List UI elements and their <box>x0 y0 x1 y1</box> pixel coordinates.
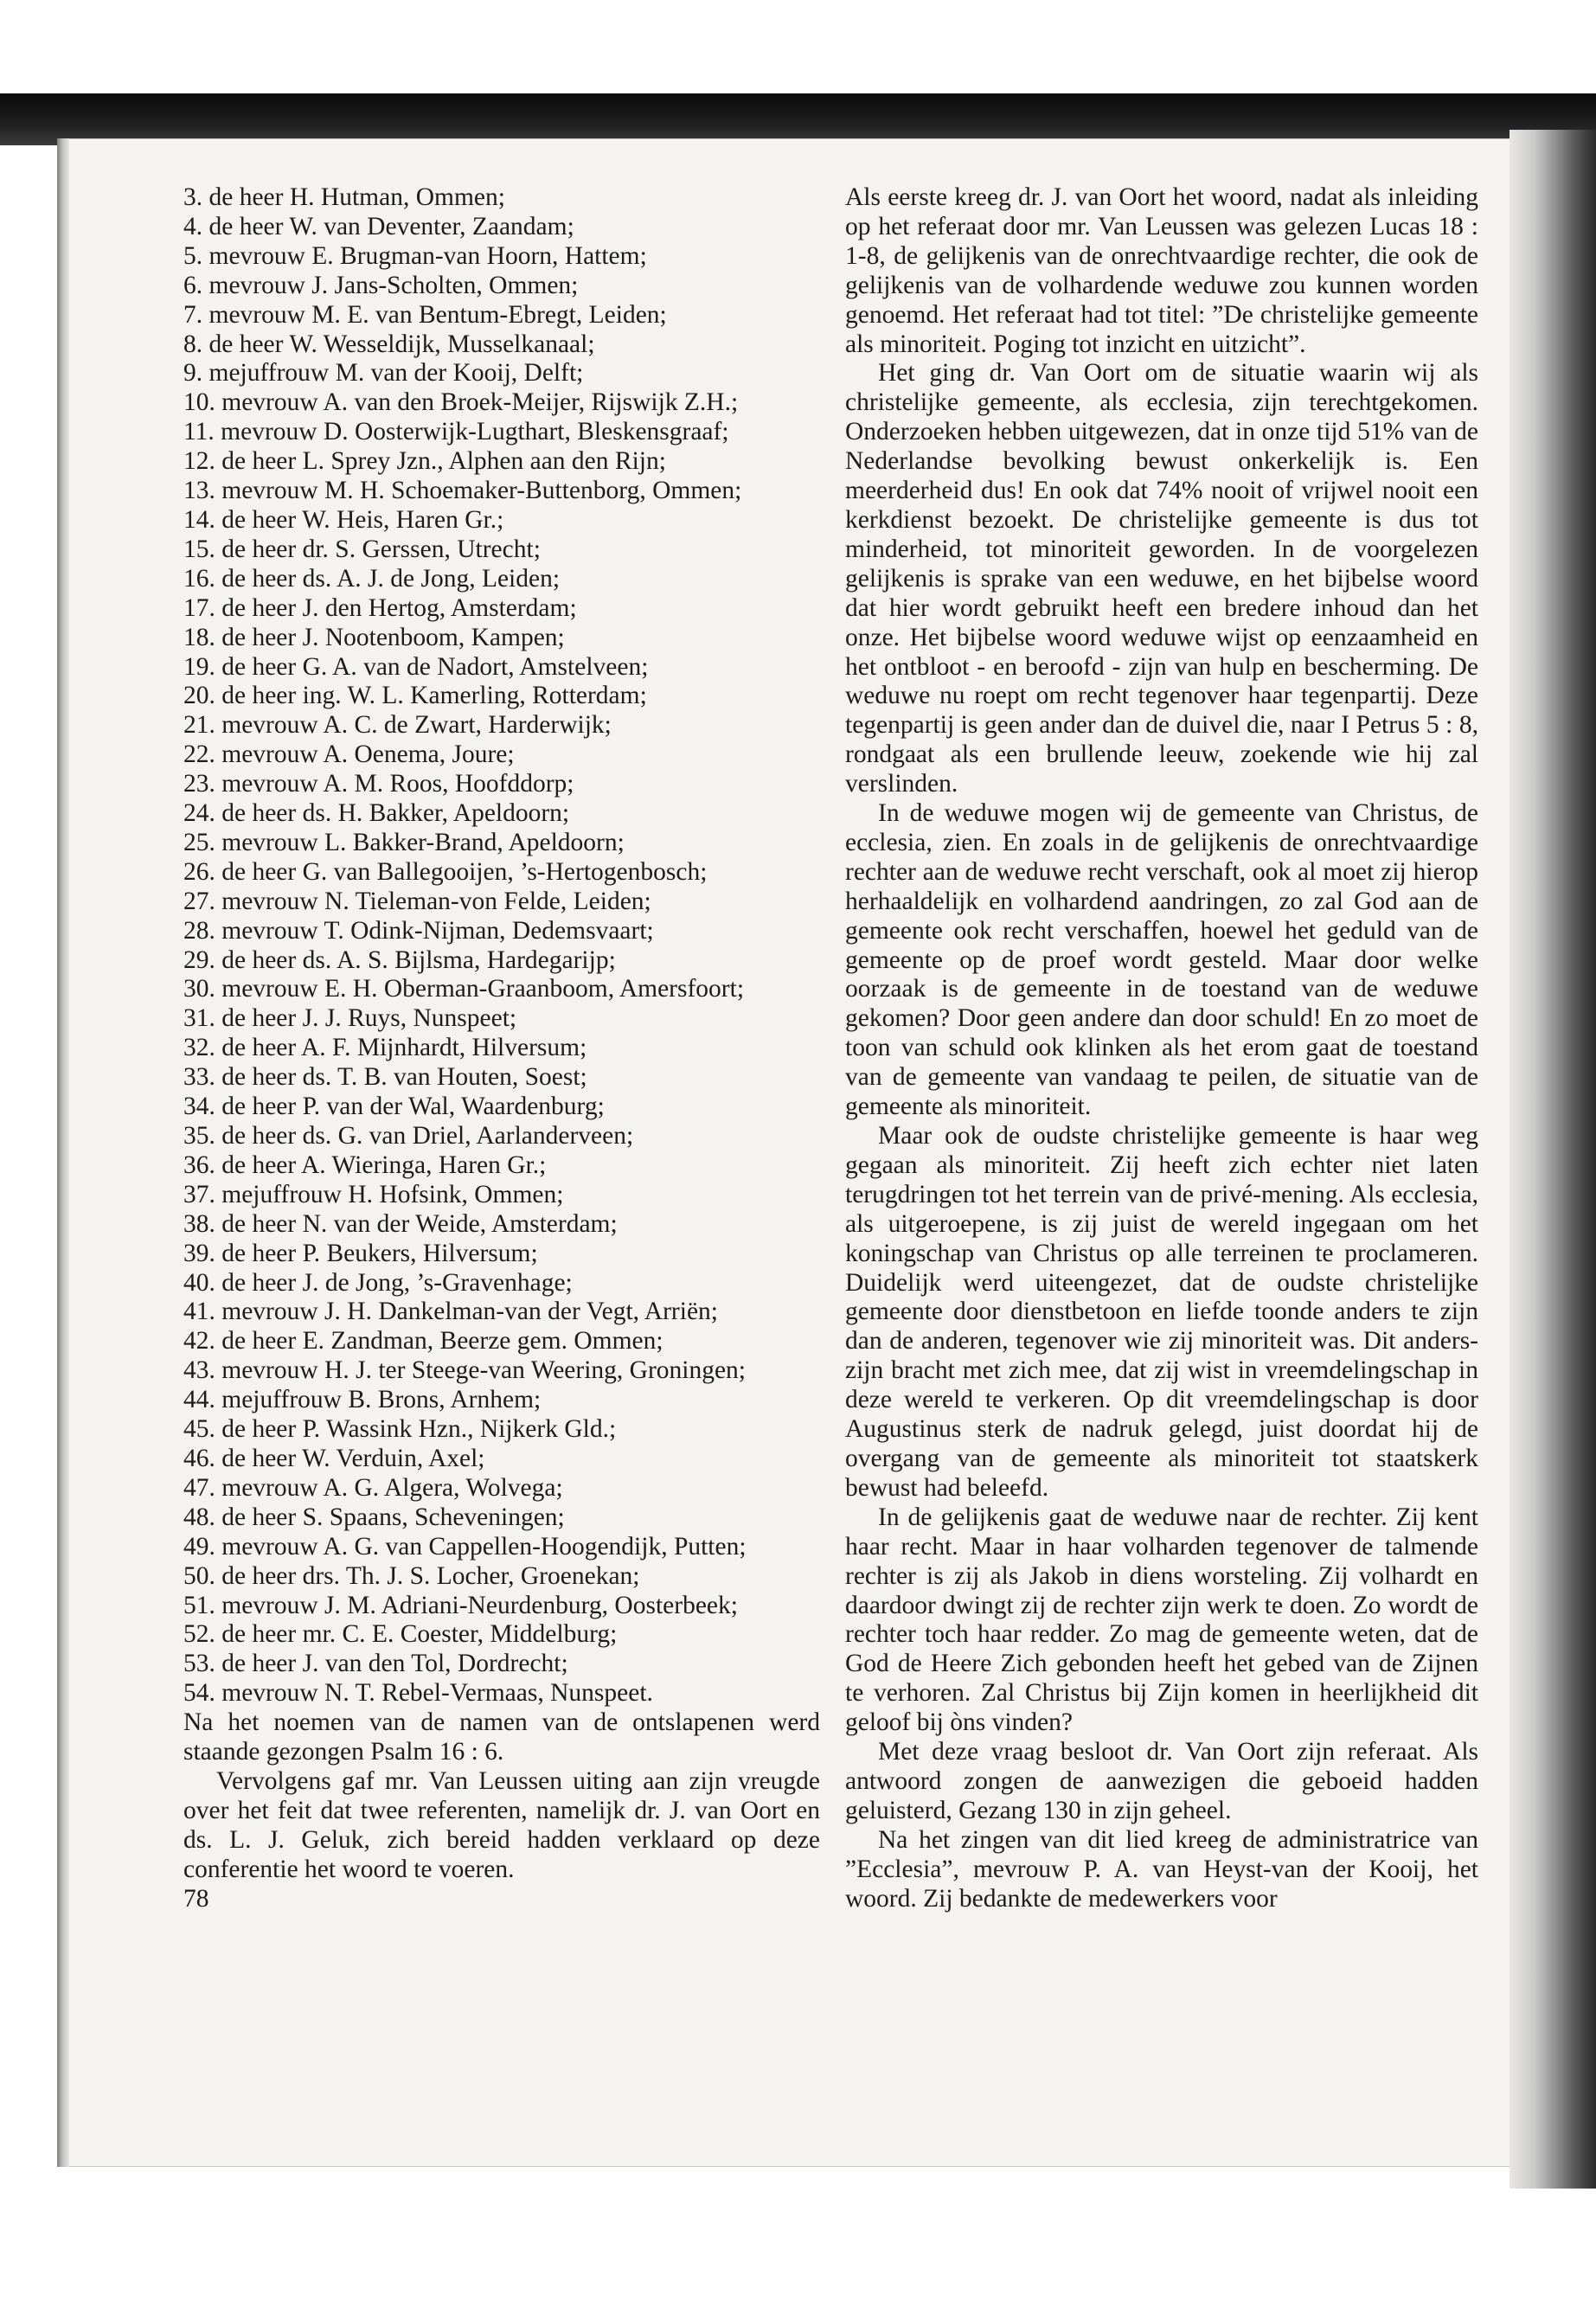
book-spine-edge <box>1509 130 1596 2189</box>
attendee-item: 13. mevrouw M. H. Schoemaker-Buttenborg, Ommen; <box>183 477 742 505</box>
attendee-item: 44. mejuffrouw B. Brons, Arnhem; <box>183 1386 542 1414</box>
attendee-item: 22. mevrouw A. Oenema, Joure; <box>183 740 515 769</box>
attendee-item: 40. de heer J. de Jong, ’s-Gravenhage; <box>183 1268 573 1297</box>
attendee-item: 21. mevrouw A. C. de Zwart, Harderwijk; <box>183 711 612 740</box>
attendee-item: 5. mevrouw E. Brugman-van Hoorn, Hattem; <box>183 241 647 270</box>
attendee-item: 11. mevrouw D. Oosterwijk-Lugthart, Bleskensgraaf; <box>183 418 729 446</box>
paragraph: Als eerste kreeg dr. J. van Oort het woord, nadat als inleiding op het referaat door mr. Van Leussen was gelezen Lucas 18 : 1-8, de gelijkenis van de onrechtvaardige rechter, die ook de gelijkenis van de volhardende weduwe zou kunnen worden genoemd. Het referaat had tot titel: ”De christelijke gemeente als minoriteit. Poging tot inzicht en uitzicht”. <box>845 183 1478 358</box>
paragraph: Het ging dr. Van Oort om de situatie waarin wij als christelijke gemeente, als ecclesia, zijn terechtgekomen. Onderzoeken hebben uitgewezen, dat in onze tijd 51% van de Nederlandse bevolking bewust onkerkelijk is. Een meerderheid dus! En ook dat 74% nooit of vrijwel nooit een kerkdienst bezoekt. De christelijke gemeente is dus tot minderheid, tot minoriteit geworden. In de voorgelezen gelijkenis is sprake van een weduwe, en het bijbelse woord dat hier wordt gebruikt heeft een bredere inhoud dan het onze. Het bijbelse woord weduwe wijst op eenzaamheid en het ontbloot - en beroofd - zijn van hulp en bescherming. De weduwe nu roept om recht tegenover haar tegenpartij. Deze tegenpartij is geen ander dan de duivel die, naar I Petrus 5 : 8, rondgaat als een brullende leeuw, zoekende wie hij zal verslinden. <box>845 359 1478 798</box>
attendee-item: 43. mevrouw H. J. ter Steege-van Weering, Groningen; <box>183 1356 747 1385</box>
attendee-item: 29. de heer ds. A. S. Bijlsma, Hardegarijp; <box>183 945 616 974</box>
attendee-item: 37. mejuffrouw H. Hofsink, Ommen; <box>183 1180 564 1208</box>
attendee-item: 45. de heer P. Wassink Hzn., Nijkerk Gld.; <box>183 1415 617 1444</box>
attendee-item: 12. de heer L. Sprey Jzn., Alphen aan den Rijn; <box>183 447 666 476</box>
attendee-item: 47. mevrouw A. G. Algera, Wolvega; <box>183 1473 563 1502</box>
left-column <box>183 183 820 1913</box>
paragraph: Met deze vraag besloot dr. Van Oort zijn referaat. Als antwoord zongen de aanwezigen die geboeid hadden geluisterd, Gezang 130 in zijn geheel. <box>845 1738 1478 1824</box>
attendee-item: 15. de heer dr. S. Gerssen, Utrecht; <box>183 535 541 563</box>
attendee-item: 39. de heer P. Beukers, Hilversum; <box>183 1239 538 1267</box>
attendee-item: 25. mevrouw L. Bakker-Brand, Apeldoorn; <box>183 828 625 856</box>
attendee-item: 50. de heer drs. Th. J. S. Locher, Groenekan; <box>183 1561 640 1590</box>
right-column <box>845 183 1478 1913</box>
attendee-item: 52. de heer mr. C. E. Coester, Middelburg; <box>183 1620 618 1649</box>
attendee-item: 26. de heer G. van Ballegooijen, ’s-Hertogenbosch; <box>183 857 708 886</box>
attendee-item: 30. mevrouw E. H. Oberman-Graanboom, Amersfoort; <box>183 975 745 1003</box>
attendee-item: 53. de heer J. van den Tol, Dordrecht; <box>183 1650 568 1678</box>
attendee-item: 23. mevrouw A. M. Roos, Hoofddorp; <box>183 770 574 798</box>
attendee-item: 28. mevrouw T. Odink-Nijman, Dedemsvaart; <box>183 916 654 945</box>
attendee-item: 9. mejuffrouw M. van der Kooij, Delft; <box>183 359 584 388</box>
page-left-edge-shadow <box>57 138 69 2167</box>
attendee-item: 8. de heer W. Wesseldijk, Musselkanaal; <box>183 330 595 358</box>
attendee-item: 38. de heer N. van der Weide, Amsterdam; <box>183 1209 618 1238</box>
attendee-item: 17. de heer J. den Hertog, Amsterdam; <box>183 593 577 622</box>
attendee-item: 3. de heer H. Hutman, Ommen; <box>183 183 505 211</box>
attendee-item: 51. mevrouw J. M. Adriani-Neurdenburg, Oosterbeek; <box>183 1591 738 1619</box>
attendee-item: 18. de heer J. Nootenboom, Kampen; <box>183 623 565 651</box>
attendee-item: 19. de heer G. A. van de Nadort, Amstelveen; <box>183 652 649 681</box>
page-number: 78 <box>183 1884 209 1913</box>
attendee-item: 34. de heer P. van der Wal, Waardenburg; <box>183 1093 605 1121</box>
paragraph: Vervolgens gaf mr. Van Leussen uiting aan zijn vreugde over het feit dat twee referenten, namelijk dr. J. van Oort en ds. L. J. Geluk, zich bereid hadden verklaard op deze conferentie het woord te voeren. <box>183 1766 820 1883</box>
attendee-item: 48. de heer S. Spaans, Scheveningen; <box>183 1503 565 1531</box>
paragraph: Na het zingen van dit lied kreeg de administratrice van ”Ecclesia”, mevrouw P. A. van Heyst-van der Kooij, het woord. Zij bedankte de medewerkers voor <box>845 1825 1478 1913</box>
attendee-item: 20. de heer ing. W. L. Kamerling, Rotterdam; <box>183 682 647 710</box>
attendee-item: 31. de heer J. J. Ruys, Nunspeet; <box>183 1004 517 1033</box>
attendee-item: 7. mevrouw M. E. van Bentum-Ebregt, Leiden; <box>183 300 667 329</box>
paragraph: Maar ook de oudste christelijke gemeente is haar weg gegaan als minoriteit. Zij heeft zich echter niet laten terugdringen tot het terrein van de privé-mening. Als ecclesia, als uitgeroepene, is zij juist de wereld ingegaan om het koningschap van Christus op alle terreinen te proclameren. Duidelijk werd uiteengezet, dat de oudste christelijke gemeente door dienstbetoon en liefde toonde anders te zijn dan de anderen, tegenover wie zij minoriteit was. Dit anders-zijn bracht met zich mee, dat zij wist in vreemdelingschap in deze wereld te verkeren. Op dit vreemdelingschap is door Augustinus sterk de nadruk gelegd, juist doordat hij de overgang van de gemeente als minoriteit tot staatskerk bewust had beleefd. <box>845 1122 1478 1502</box>
paragraph: Na het noemen van de namen van de ontslapenen werd staande gezongen Psalm 16 : 6. <box>183 1708 820 1766</box>
paragraph: In de weduwe mogen wij de gemeente van Christus, de ecclesia, zien. En zoals in de gelijkenis de onrechtvaardige rechter aan de weduwe recht verschaft, ook al moet zij hierop herhaaldelijk en volhardend aandringen, zo zal God aan de gemeente ook recht verschaffen, hoewel het geduld van de gemeente op de proef wordt gesteld. Maar door welke oorzaak is de gemeente in de toestand van de weduwe gekomen? Door geen andere dan door schuld! En zo moet de toon van schuld ook klinken als het erom gaat de toestand van de gemeente van vandaag te peilen, de situatie van de gemeente als minoriteit. <box>845 799 1478 1121</box>
attendee-item: 10. mevrouw A. van den Broek-Meijer, Rijswijk Z.H.; <box>183 388 739 417</box>
attendee-item: 36. de heer A. Wieringa, Haren Gr.; <box>183 1150 547 1179</box>
attendee-item: 46. de heer W. Verduin, Axel; <box>183 1444 485 1472</box>
attendee-item: 24. de heer ds. H. Bakker, Apeldoorn; <box>183 799 570 828</box>
attendee-item: 4. de heer W. van Deventer, Zaandam; <box>183 212 574 240</box>
attendee-item: 41. mevrouw J. H. Dankelman-van der Vegt, Arriën; <box>183 1298 718 1326</box>
attendee-item: 35. de heer ds. G. van Driel, Aarlanderveen; <box>183 1122 634 1150</box>
attendee-item: 14. de heer W. Heis, Haren Gr.; <box>183 505 504 534</box>
scan-top-border <box>0 93 1596 145</box>
attendee-item: 27. mevrouw N. Tieleman-von Felde, Leiden; <box>183 887 651 915</box>
attendee-item: 54. mevrouw N. T. Rebel-Vermaas, Nunspeet. <box>183 1679 653 1708</box>
attendee-item: 33. de heer ds. T. B. van Houten, Soest; <box>183 1063 587 1092</box>
attendee-item: 42. de heer E. Zandman, Beerze gem. Ommen; <box>183 1327 663 1356</box>
paragraph: In de gelijkenis gaat de weduwe naar de rechter. Zij kent haar recht. Maar in haar volharden tegenover de talmende rechter is zij als Jakob in diens worsteling. Zij volhardt en daardoor dwingt zij de rechter zijn werk te doen. Zo wordt de rechter toch haar redder. Zo mag de gemeente weten, dat de God de Heere Zich gebonden heeft het gebed van de Zijnen te verhoren. Zal Christus bij Zijn komen in heerlijkheid dit geloof bij òns vinden? <box>845 1503 1478 1737</box>
attendee-item: 32. de heer A. F. Mijnhardt, Hilversum; <box>183 1034 587 1062</box>
attendee-item: 16. de heer ds. A. J. de Jong, Leiden; <box>183 564 561 593</box>
attendee-item: 49. mevrouw A. G. van Cappellen-Hoogendijk, Putten; <box>183 1532 747 1561</box>
attendee-item: 6. mevrouw J. Jans-Scholten, Ommen; <box>183 271 579 299</box>
